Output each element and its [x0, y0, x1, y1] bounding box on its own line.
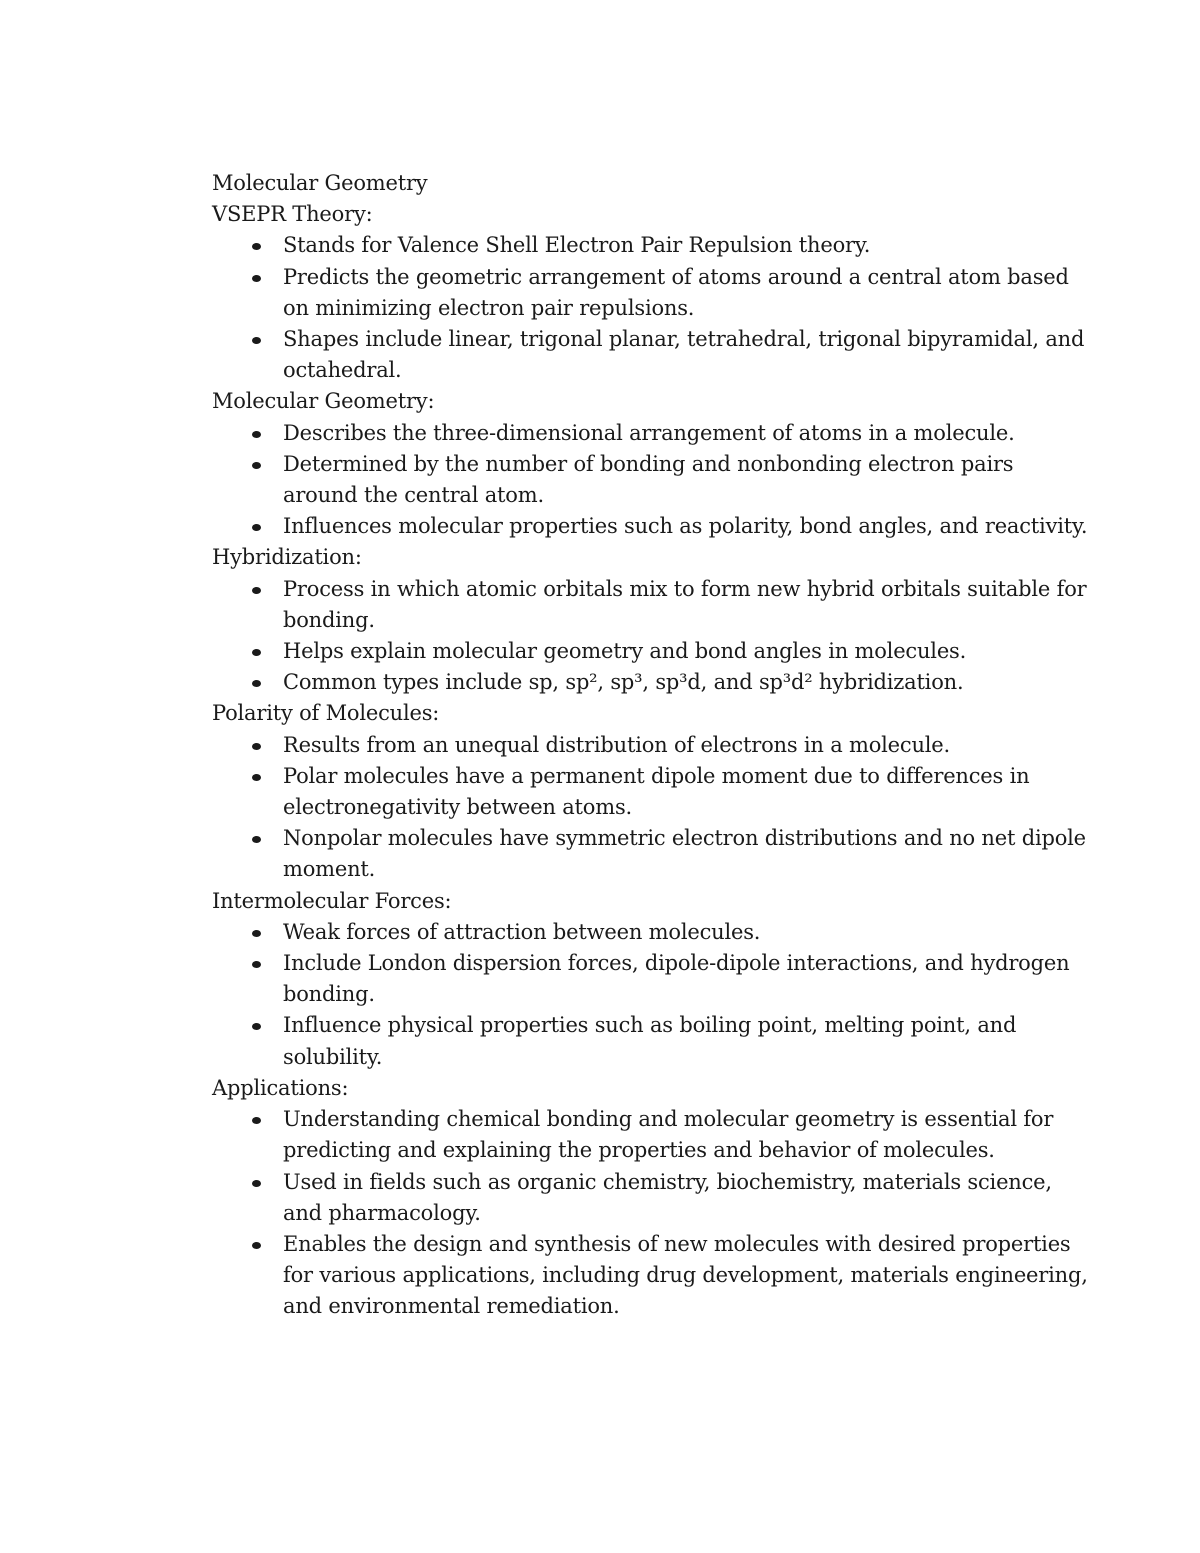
list-item: [212, 230, 1092, 261]
list-item-text: Influences molecular properties such as polarity, bond angles, and reactivity.: [283, 514, 1088, 539]
list-item: [212, 1010, 1092, 1072]
list-item-text: Enables the design and synthesis of new molecules with desired properties for various applications, including drug development, materials engineering, and environmental remediation.: [283, 1231, 1088, 1319]
bullet-icon: [252, 836, 261, 843]
section-heading: Polarity of Molecules:: [212, 701, 440, 726]
section-molecular-geometry: [212, 386, 1092, 542]
list-item: [212, 262, 1092, 324]
bullet-list: [212, 574, 1092, 699]
list-item-text: Polar molecules have a permanent dipole moment due to differences in electronegativity between atoms.: [283, 763, 1030, 820]
bullet-icon: [252, 337, 261, 344]
list-item: [212, 948, 1092, 1010]
bullet-list: [212, 230, 1092, 386]
section-heading: VSEPR Theory:: [212, 202, 373, 227]
list-item: [212, 730, 1092, 761]
list-item: [212, 574, 1092, 636]
list-item: [212, 449, 1092, 511]
bullet-icon: [252, 774, 261, 781]
section-applications: [212, 1073, 1092, 1323]
list-item: [212, 1229, 1092, 1323]
list-item: [212, 1104, 1092, 1166]
list-item-text: Nonpolar molecules have symmetric electron distributions and no net dipole moment.: [283, 826, 1086, 882]
bullet-icon: [252, 1117, 261, 1124]
list-item-text: Weak forces of attraction between molecules.: [283, 919, 761, 944]
list-item: [212, 823, 1092, 885]
list-item-text: Used in fields such as organic chemistry, biochemistry, materials science, and pharmacology.: [283, 1169, 1052, 1225]
bullet-list: [212, 730, 1092, 886]
list-item-text: Stands for Valence Shell Electron Pair Repulsion theory.: [283, 233, 871, 258]
list-item-text: Understanding chemical bonding and molecular geometry is essential for predicting and explaining the properties and behavior of molecules.: [283, 1107, 1054, 1163]
list-item-text: Include London dispersion forces, dipole-dipole interactions, and hydrogen bonding.: [283, 951, 1070, 1007]
bullet-icon: [252, 680, 261, 687]
bullet-icon: [252, 275, 261, 282]
list-item: [212, 418, 1092, 449]
section-heading: Molecular Geometry:: [212, 389, 435, 414]
list-item: [212, 761, 1092, 823]
list-item-text: Common types include sp, sp², sp³, sp³d, and sp³d² hybridization.: [283, 670, 964, 695]
list-item-text: Predicts the geometric arrangement of atoms around a central atom based on minimizing electron pair repulsions.: [283, 264, 1069, 320]
list-item-text: Determined by the number of bonding and nonbonding electron pairs around the central atom.: [283, 451, 1014, 508]
section-intermolecular-forces: [212, 886, 1092, 1073]
document-content: [212, 168, 1092, 1323]
list-item-text: Describes the three-dimensional arrangement of atoms in a molecule.: [283, 420, 1015, 445]
list-item-text: Shapes include linear, trigonal planar, tetrahedral, trigonal bipyramidal, and octahedral.: [283, 327, 1085, 383]
bullet-icon: [252, 524, 261, 531]
bullet-icon: [252, 1023, 261, 1030]
list-item-text: Results from an unequal distribution of electrons in a molecule.: [283, 732, 951, 757]
list-item: [212, 636, 1092, 667]
bullet-icon: [252, 1180, 261, 1187]
section-vsepr-theory: [212, 199, 1092, 386]
bullet-icon: [252, 462, 261, 469]
section-heading: Hybridization:: [212, 545, 362, 570]
bullet-list: [212, 418, 1092, 543]
bullet-icon: [252, 1242, 261, 1249]
bullet-icon: [252, 587, 261, 594]
bullet-icon: [252, 930, 261, 937]
list-item-text: Process in which atomic orbitals mix to form new hybrid orbitals suitable for bonding.: [283, 576, 1087, 632]
section-hybridization: [212, 542, 1092, 698]
bullet-list: [212, 917, 1092, 1073]
bullet-icon: [252, 961, 261, 968]
section-heading: Applications:: [212, 1075, 349, 1100]
bullet-list: [212, 1104, 1092, 1322]
list-item: [212, 324, 1092, 386]
list-item: [212, 667, 1092, 698]
bullet-icon: [252, 243, 261, 250]
section-polarity-of-molecules: [212, 698, 1092, 885]
list-item-text: Helps explain molecular geometry and bond angles in molecules.: [283, 639, 967, 664]
bullet-icon: [252, 431, 261, 438]
list-item: [212, 1167, 1092, 1229]
section-heading: Intermolecular Forces:: [212, 888, 452, 913]
list-item: [212, 917, 1092, 948]
document-title: Molecular Geometry: [212, 171, 428, 195]
bullet-icon: [252, 649, 261, 656]
bullet-icon: [252, 743, 261, 750]
list-item-text: Influence physical properties such as boiling point, melting point, and solubility.: [283, 1013, 1017, 1069]
list-item: [212, 511, 1092, 542]
